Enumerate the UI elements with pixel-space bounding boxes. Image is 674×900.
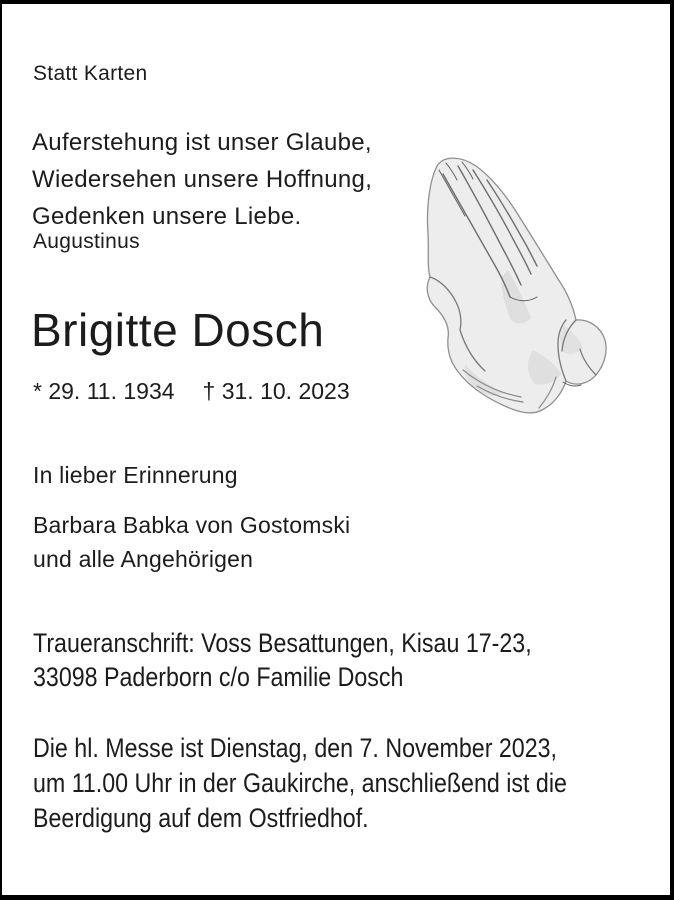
verse xyxy=(32,124,372,235)
verse-line: Wiedersehen unsere Hoffnung, xyxy=(32,166,373,193)
mourning-address-line: Traueranschrift: Voss Besattungen, Kisau 17-23, xyxy=(33,628,532,658)
death-date: † 31. 10. 2023 xyxy=(202,378,350,404)
verse-attribution: Augustinus xyxy=(33,230,140,253)
mourners-list xyxy=(33,508,350,576)
service-info-line: um 11.00 Uhr in der Gaukirche, anschließend ist die xyxy=(33,768,567,798)
service-info-line: Die hl. Messe ist Dienstag, den 7. November 2023, xyxy=(33,733,558,763)
deceased-name: Brigitte Dosch xyxy=(31,304,325,356)
life-dates xyxy=(33,378,350,405)
praying-hands-image xyxy=(412,150,634,428)
pre-note: Statt Karten xyxy=(33,62,148,85)
mourning-address-line: 33098 Paderborn c/o Familie Dosch xyxy=(33,662,404,692)
remembrance-intro: In lieber Erinnerung xyxy=(33,462,238,488)
service-info-line: Beerdigung auf dem Ostfriedhof. xyxy=(33,803,369,833)
birth-date: * 29. 11. 1934 xyxy=(33,378,175,404)
service-info xyxy=(33,731,567,836)
verse-line: Gedenken unsere Liebe. xyxy=(32,203,302,230)
praying-hands-icon xyxy=(412,150,634,428)
verse-line: Auferstehung ist unser Glaube, xyxy=(32,129,372,156)
mourner-line: Barbara Babka von Gostomski xyxy=(33,512,351,538)
mourning-address xyxy=(33,626,532,694)
mourner-line: und alle Angehörigen xyxy=(33,546,254,572)
